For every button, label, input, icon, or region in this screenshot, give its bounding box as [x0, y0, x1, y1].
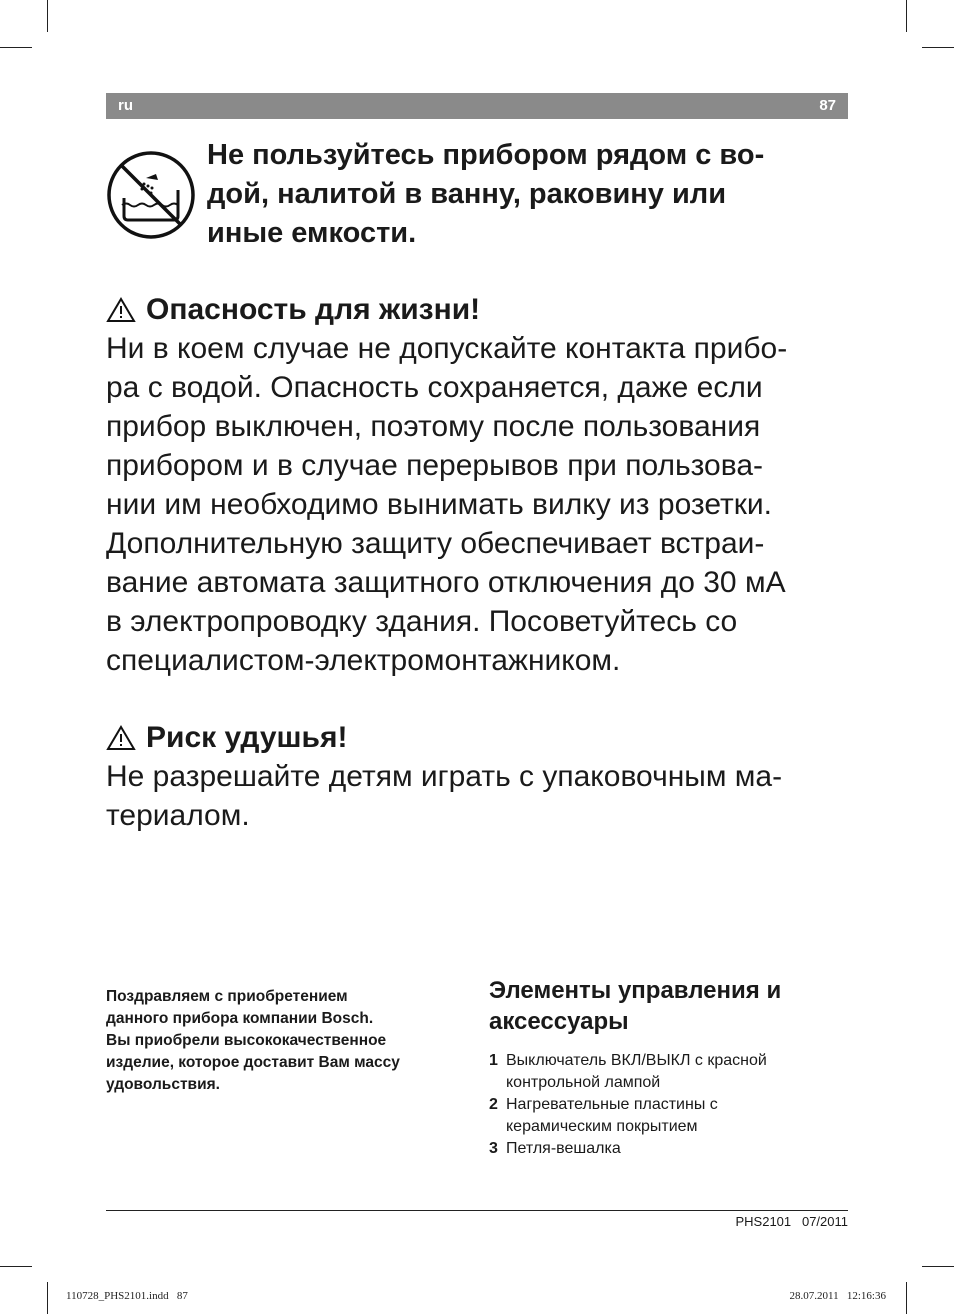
section-body: Ни в коем случае не допускайте контакта прибо- ра с водой. Опасность сохраняется, даже если прибор выключен, поэтому после пользования прибором и в случае перерывов при пользова- нии им необходимо вынимать вилку из розетки. Дополнительную защиту обеспечивает встраи- вание автомата защитного отключения до 30 мА в электропроводку здания. Посоветуйтесь со специалистом-электромонтажником. — [106, 332, 788, 677]
item-number: 3 — [489, 1140, 498, 1157]
footer-model-date: PHS2101 07/2011 — [735, 1214, 848, 1229]
intro-paragraph: Поздравляем с приобретением данного прибора компании Bosch. Вы приобрели высококачественное изделие, которое доставит Вам массу удовольствия. — [106, 988, 400, 1093]
page-header — [106, 93, 848, 119]
crop-mark — [0, 1266, 32, 1267]
warning-triangle-icon — [106, 725, 136, 751]
crop-mark — [47, 1282, 48, 1314]
footer-rule — [106, 1210, 848, 1211]
crop-mark — [47, 0, 48, 32]
danger-section — [106, 290, 854, 680]
section-body: Не разрешайте детям играть с упаковочным ма- териалом. — [106, 760, 783, 832]
list-item — [489, 1050, 849, 1094]
slug-timestamp: 28.07.2011 12:16:36 — [789, 1290, 886, 1302]
warning-triangle-icon — [106, 297, 136, 323]
suffocation-section — [106, 718, 854, 835]
controls-list — [489, 1050, 849, 1160]
slug-file: 110728_PHS2101.indd 87 — [66, 1290, 188, 1302]
list-item — [489, 1094, 849, 1138]
language-code: ru — [118, 97, 133, 114]
water-warning-text: Не пользуйтесь прибором рядом с во- дой, налитой в ванну, раковину или иные емкости. — [207, 139, 765, 249]
item-text: Петля-вешалка — [506, 1140, 621, 1157]
page-number: 87 — [819, 97, 836, 114]
crop-mark — [0, 47, 32, 48]
crop-mark — [906, 0, 907, 32]
item-number: 1 — [489, 1052, 498, 1069]
item-text: Выключатель ВКЛ/ВЫКЛ с красной контрольной лампой — [506, 1052, 767, 1091]
no-water-icon — [106, 150, 196, 240]
item-text: Нагревательные пластины с керамическим покрытием — [506, 1096, 718, 1135]
section-heading — [106, 718, 854, 757]
section-title: Опасность для жизни! — [146, 293, 481, 326]
section-title: Риск удушья! — [146, 721, 348, 754]
section-heading — [106, 290, 854, 329]
crop-mark — [922, 47, 954, 48]
item-number: 2 — [489, 1096, 498, 1113]
list-item — [489, 1138, 849, 1160]
crop-mark — [922, 1266, 954, 1267]
crop-mark — [906, 1282, 907, 1314]
controls-heading: Элементы управления и аксессуары — [489, 977, 782, 1035]
